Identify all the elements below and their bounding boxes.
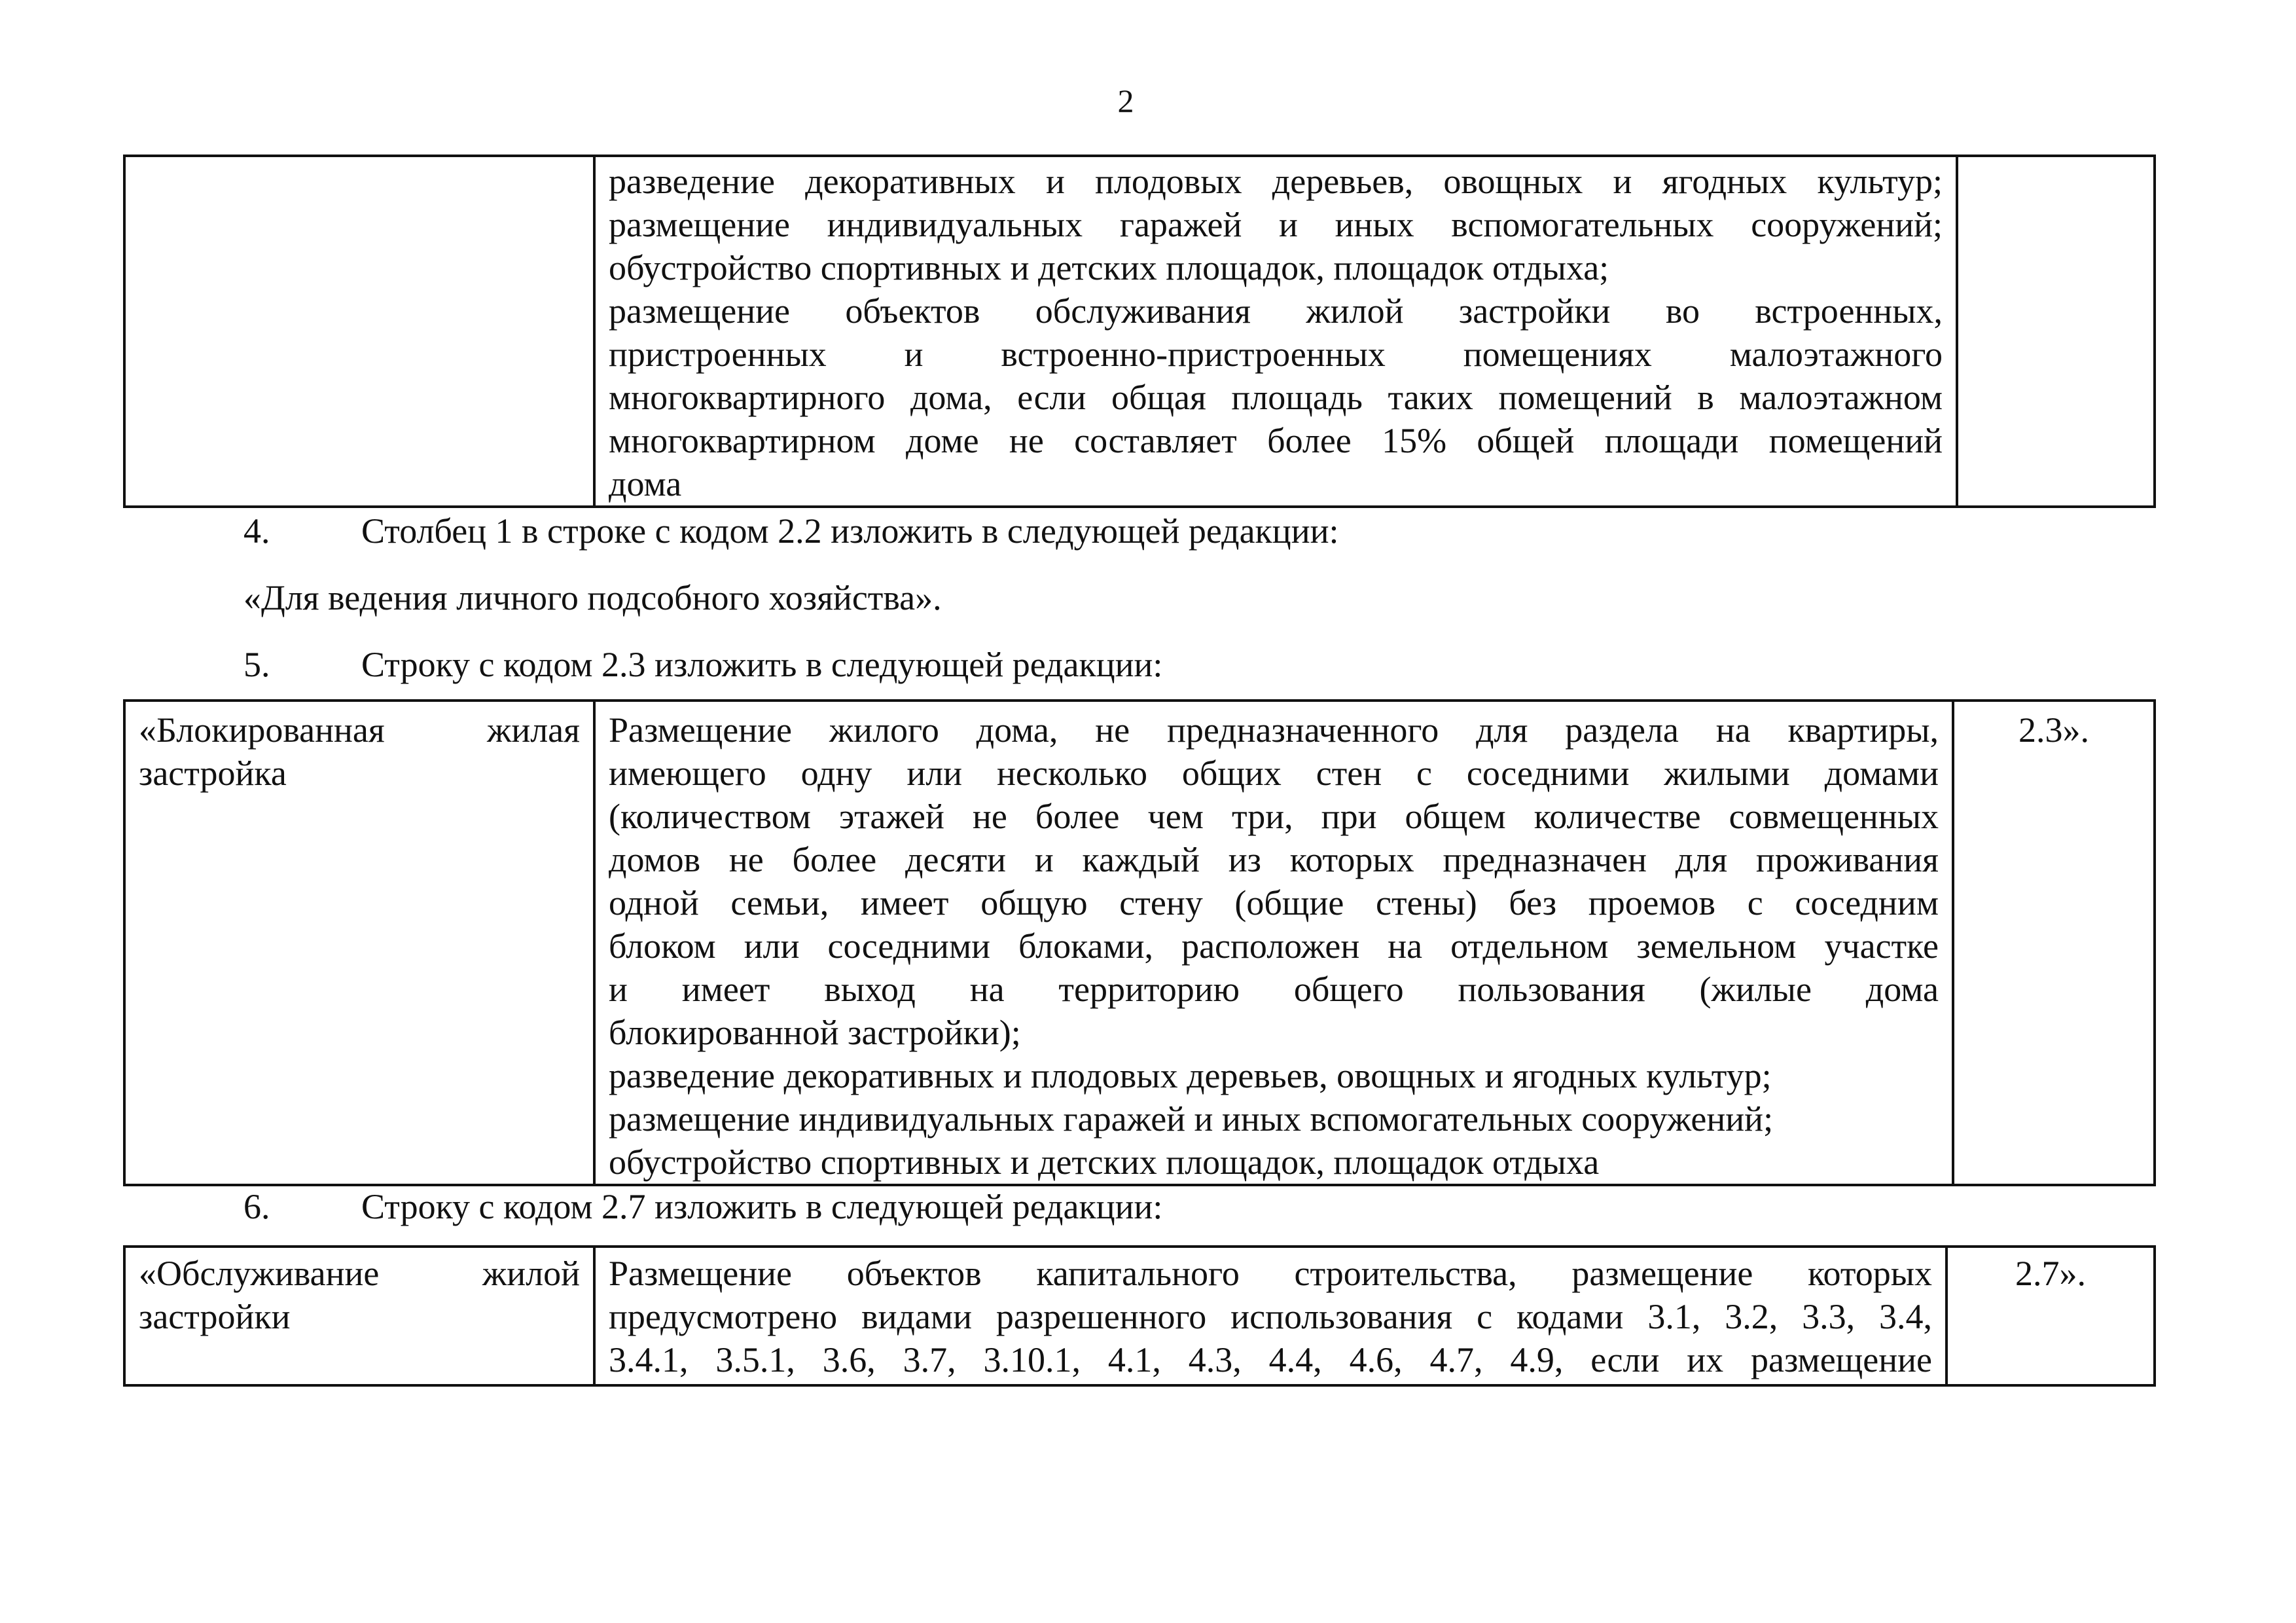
table-cell-description: [594, 701, 1953, 1185]
description-line: разведение декоративных и плодовых деревьев, овощных и ягодных культур;: [609, 1056, 1772, 1095]
description-line: разведение декоративных и плодовых деревьев, овощных и ягодных культур;: [609, 162, 1943, 201]
table-land-use-continuation: [123, 155, 2156, 508]
table-cell-name: [124, 156, 594, 507]
description-line: (количеством этажей не более чем три, при общем количестве совмещенных: [609, 797, 1939, 836]
table-blocked-housing: [123, 699, 2156, 1186]
description-line: дома: [609, 464, 682, 503]
description-line: размещение объектов обслуживания жилой застройки во встроенных,: [609, 291, 1943, 331]
description-line: многоквартирного дома, если общая площадь таких помещений в малоэтажном: [609, 378, 1943, 417]
item-number: 4.: [243, 511, 270, 551]
description-line: предусмотрено видами разрешенного использования с кодами 3.1, 3.2, 3.3, 3.4,: [609, 1297, 1932, 1336]
table-residential-services: [123, 1245, 2156, 1387]
table-cell-code: [1957, 156, 2155, 507]
table-cell-name: [124, 1247, 594, 1385]
table-cell-name: [124, 701, 594, 1185]
description-line: размещение индивидуальных гаражей и иных вспомогательных сооружений;: [609, 205, 1943, 244]
description-line: одной семьи, имеет общую стену (общие стены) без проемов с соседним: [609, 883, 1939, 922]
description-line: имеющего одну или несколько общих стен с соседними жилыми домами: [609, 754, 1939, 793]
description-line: и имеет выход на территорию общего пользования (жилые дома: [609, 970, 1939, 1009]
description-line: блоком или соседними блоками, расположен на отдельном земельном участке: [609, 926, 1939, 966]
table-cell-description: [594, 156, 1957, 507]
table-row: [124, 156, 2155, 507]
item-text: Столбец 1 в строке с кодом 2.2 изложить в следующей редакции:: [361, 511, 1339, 551]
name-line: «Обслуживание жилой: [139, 1254, 580, 1293]
item-text: Строку с кодом 2.3 изложить в следующей редакции:: [361, 645, 1163, 684]
table-row: [124, 701, 2155, 1185]
description-line: 3.4.1, 3.5.1, 3.6, 3.7, 3.10.1, 4.1, 4.3, 4.4, 4.6, 4.7, 4.9, если их размещение: [609, 1340, 1932, 1379]
table-row: [124, 1247, 2155, 1385]
item-text: Строку с кодом 2.7 изложить в следующей редакции:: [361, 1187, 1163, 1226]
name-line: «Блокированная жилая: [139, 710, 580, 750]
table-cell-code: 2.3».: [1953, 701, 2155, 1185]
page-number: 2: [1117, 82, 1134, 119]
description-line: Размещение жилого дома, не предназначенного для раздела на квартиры,: [609, 710, 1939, 750]
name-line: застройка: [139, 754, 287, 793]
description-line: пристроенных и встроенно-пристроенных помещениях малоэтажного: [609, 335, 1943, 374]
item-number: 5.: [243, 645, 270, 684]
description-line: обустройство спортивных и детских площадок, площадок отдыха: [609, 1142, 1600, 1182]
item-4: [243, 509, 1339, 553]
description-line: Размещение объектов капитального строительства, размещение которых: [609, 1254, 1932, 1293]
description-line: домов не более десяти и каждый из которых предназначен для проживания: [609, 840, 1939, 879]
table-cell-description: [594, 1247, 1946, 1385]
item-number: 6.: [243, 1187, 270, 1226]
description-line: размещение индивидуальных гаражей и иных вспомогательных сооружений;: [609, 1099, 1774, 1139]
table-cell-code: 2.7».: [1946, 1247, 2155, 1385]
description-line: блокированной застройки);: [609, 1013, 1021, 1052]
item-4-quote: «Для ведения личного подсобного хозяйства».: [243, 578, 942, 617]
description-line: многоквартирном доме не составляет более 15% общей площади помещений: [609, 421, 1943, 460]
name-line: застройки: [139, 1297, 291, 1336]
description-line: обустройство спортивных и детских площадок, площадок отдыха;: [609, 248, 1609, 287]
item-6: [243, 1185, 1162, 1228]
item-5: [243, 643, 1162, 686]
